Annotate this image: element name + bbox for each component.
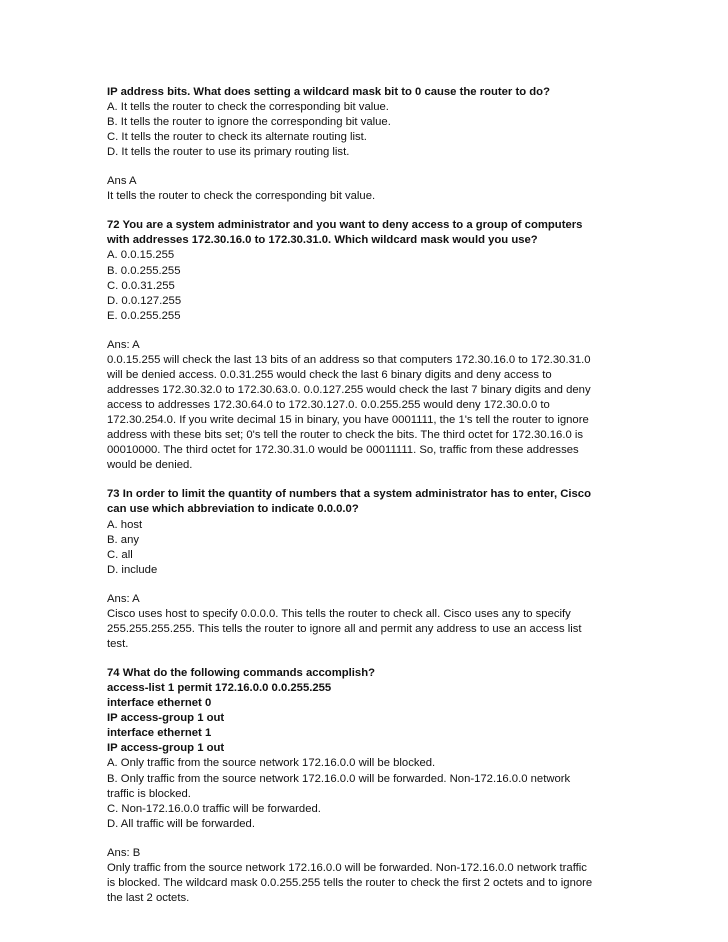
answer-text-line: Ans: B [107,846,141,859]
option-line: A. It tells the router to check the corresponding bit value. [107,101,389,114]
question-block [107,218,627,324]
question-text-line: 73 In order to limit the quantity of numbers that a system administrator has to enter, Cisco [107,488,591,501]
option-line: C. all [107,548,133,561]
answer-text-line: Cisco uses host to specify 0.0.0.0. This tells the router to check all. Cisco uses any to specify [107,607,571,620]
answer-text-line: 0.0.15.255 will check the last 13 bits of an address so that computers 172.30.16.0 to 172.30.31.0 [107,353,591,366]
paragraph-spacer [107,832,627,846]
question-text-line: interface ethernet 0 [107,697,212,710]
question-block [107,666,627,832]
question-text-line: IP access-group 1 out [107,742,225,755]
option-line: A. 0.0.15.255 [107,249,175,262]
question-text-line: interface ethernet 1 [107,727,212,740]
answer-block [107,338,627,474]
option-line: B. Only traffic from the source network 172.16.0.0 will be forwarded. Non-172.16.0.0 network [107,772,571,785]
paragraph-spacer [107,474,627,488]
option-line: C. Non-172.16.0.0 traffic will be forwarded. [107,802,321,815]
paragraph-spacer [107,578,627,592]
option-line: B. It tells the router to ignore the corresponding bit value. [107,116,391,129]
paragraph-spacer [107,160,627,174]
document-page [107,85,627,906]
option-line: C. 0.0.31.255 [107,279,175,292]
answer-text-line: the last 2 octets. [107,891,190,904]
question-text-line: can use which abbreviation to indicate 0.0.0.0? [107,503,359,516]
answer-text-line: 255.255.255.255. This tells the router to ignore all and permit any address to use an access list [107,622,582,635]
question-text-line: access-list 1 permit 172.16.0.0 0.0.255.255 [107,681,332,694]
question-text-line: with addresses 172.30.16.0 to 172.30.31.0. Which wildcard mask would you use? [107,234,538,247]
answer-text-line: test. [107,637,129,650]
answer-text-line: It tells the router to check the corresponding bit value. [107,190,376,203]
option-line: traffic is blocked. [107,787,191,800]
answer-text-line: addresses 172.30.32.0 to 172.30.63.0. 0.0.127.255 would check the last 7 binary digits and deny [107,383,591,396]
answer-text-line: Only traffic from the source network 172.16.0.0 will be forwarded. Non-172.16.0.0 network traffic [107,861,587,874]
paragraph-spacer [107,652,627,666]
answer-text-line: 00010000. The third octet for 172.30.31.0 would be 00011111. So, traffic from these addresses [107,444,579,457]
question-text-line: 72 You are a system administrator and you want to deny access to a group of computers [107,219,583,232]
option-line: D. include [107,563,158,576]
option-line: B. 0.0.255.255 [107,264,181,277]
answer-text-line: Ans: A [107,338,140,351]
answer-text-line: will be denied access. 0.0.31.255 would check the last 6 binary digits and deny access to [107,368,552,381]
option-line: A. host [107,518,143,531]
option-line: C. It tells the router to check its alternate routing list. [107,131,367,144]
option-line: B. any [107,533,140,546]
option-line: D. All traffic will be forwarded. [107,817,255,830]
question-block [107,487,627,578]
option-line: A. Only traffic from the source network 172.16.0.0 will be blocked. [107,757,436,770]
paragraph-spacer [107,324,627,338]
answer-text-line: address with these bits set; 0's tell the router to check the bits. The third octet for 172.30.16.0 is [107,429,584,442]
option-line: E. 0.0.255.255 [107,309,181,322]
answer-text-line: would be denied. [107,459,193,472]
answer-block [107,846,627,906]
question-block [107,85,627,160]
answer-text-line: is blocked. The wildcard mask 0.0.255.255 tells the router to check the first 2 octets and to ignore [107,876,593,889]
option-line: D. 0.0.127.255 [107,294,182,307]
option-line: D. It tells the router to use its primary routing list. [107,146,350,159]
answer-text-line: access to addresses 172.30.64.0 to 172.30.127.0. 0.0.255.255 would deny 172.30.0.0 to [107,399,550,412]
answer-block [107,592,627,652]
answer-text-line: Ans: A [107,592,140,605]
answer-block [107,174,627,204]
paragraph-spacer [107,204,627,218]
answer-text-line: Ans A [107,175,137,188]
question-text-line: IP address bits. What does setting a wildcard mask bit to 0 cause the router to do? [107,86,550,98]
question-text-line: 74 What do the following commands accomplish? [107,666,376,679]
answer-text-line: 172.30.254.0. If you write decimal 15 in binary, you have 0001111, the 1's tell the router to ignore [107,414,589,427]
question-text-line: IP access-group 1 out [107,712,225,725]
